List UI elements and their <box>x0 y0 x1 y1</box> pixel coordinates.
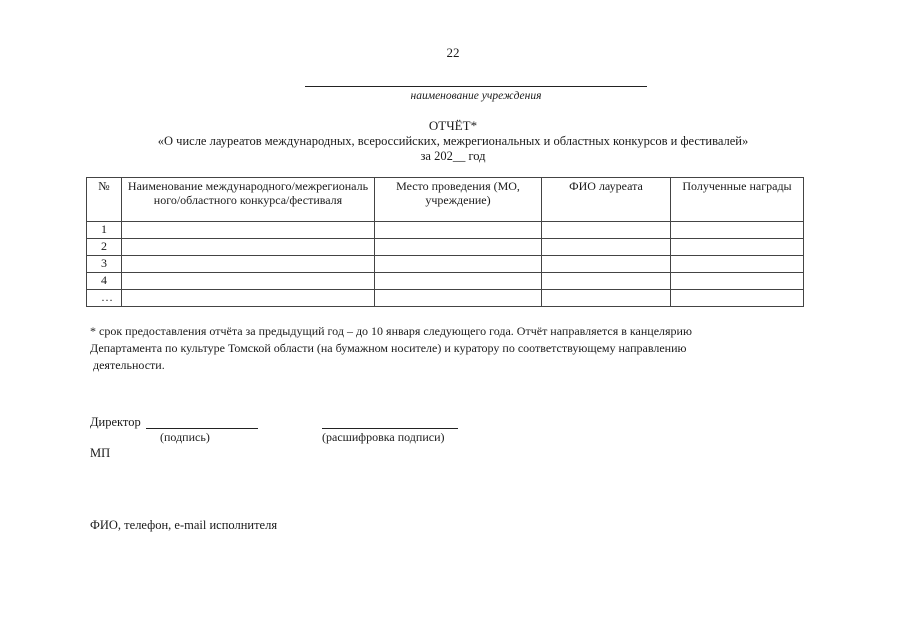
table-row <box>87 256 804 273</box>
executor-contact-label: ФИО, телефон, e-mail исполнителя <box>90 518 278 532</box>
column-header-awards: Полученные награды <box>671 178 804 222</box>
row-number-cell: 2 <box>87 239 122 256</box>
row-number-cell: 1 <box>87 222 122 239</box>
contest-name-cell <box>122 290 375 307</box>
awards-cell <box>671 290 804 307</box>
row-number-cell: … <box>87 290 122 307</box>
laureate-name-cell <box>542 256 671 273</box>
row-number-cell: 3 <box>87 256 122 273</box>
signature-line <box>146 428 258 429</box>
director-label: Директор <box>90 415 141 429</box>
column-header-contest-name: Наименование международного/межрегионального/областного конкурса/фестиваля <box>122 178 375 222</box>
table-row <box>87 273 804 290</box>
footnote-line: Департамента по культуре Томской области (на бумажном носителе) и куратору по соответствующему направлению <box>90 341 687 355</box>
awards-cell <box>671 256 804 273</box>
venue-cell <box>375 222 542 239</box>
laureate-name-cell <box>542 222 671 239</box>
column-header-laureate-name: ФИО лауреата <box>542 178 671 222</box>
table-header-row <box>87 178 804 222</box>
laureate-name-cell <box>542 290 671 307</box>
footnote <box>90 323 790 374</box>
contest-name-cell <box>122 222 375 239</box>
awards-cell <box>671 222 804 239</box>
laureate-name-cell <box>542 239 671 256</box>
column-header-number: № <box>87 178 122 222</box>
signature-decode-caption: (расшифровка подписи) <box>322 430 445 444</box>
awards-cell <box>671 273 804 290</box>
contest-name-cell <box>122 239 375 256</box>
column-header-venue: Место проведения (МО, учреждение) <box>375 178 542 222</box>
stamp-label: МП <box>90 446 111 460</box>
awards-cell <box>671 239 804 256</box>
contest-name-cell <box>122 273 375 290</box>
contest-name-cell <box>122 256 375 273</box>
institution-name-line <box>305 86 647 87</box>
page-number: 22 <box>446 45 460 60</box>
venue-cell <box>375 256 542 273</box>
report-title: ОТЧЁТ* <box>428 118 478 133</box>
laureates-table <box>86 177 804 307</box>
report-year: за 202__ год <box>420 149 486 163</box>
venue-cell <box>375 290 542 307</box>
table-row <box>87 290 804 307</box>
institution-name-caption: наименование учреждения <box>410 90 542 102</box>
signature-caption: (подпись) <box>160 430 210 444</box>
footnote-line: деятельности. <box>90 358 165 372</box>
laureate-name-cell <box>542 273 671 290</box>
row-number-cell: 4 <box>87 273 122 290</box>
footnote-line: * срок предоставления отчёта за предыдущий год – до 10 января следующего года. Отчёт направляется в канцелярию <box>90 324 692 338</box>
venue-cell <box>375 239 542 256</box>
table-row <box>87 239 804 256</box>
signature-decode-line <box>322 428 458 429</box>
report-subtitle: «О числе лауреатов международных, всероссийских, межрегиональных и областных конкурсов и фестивалей» <box>157 134 749 148</box>
table-row <box>87 222 804 239</box>
venue-cell <box>375 273 542 290</box>
